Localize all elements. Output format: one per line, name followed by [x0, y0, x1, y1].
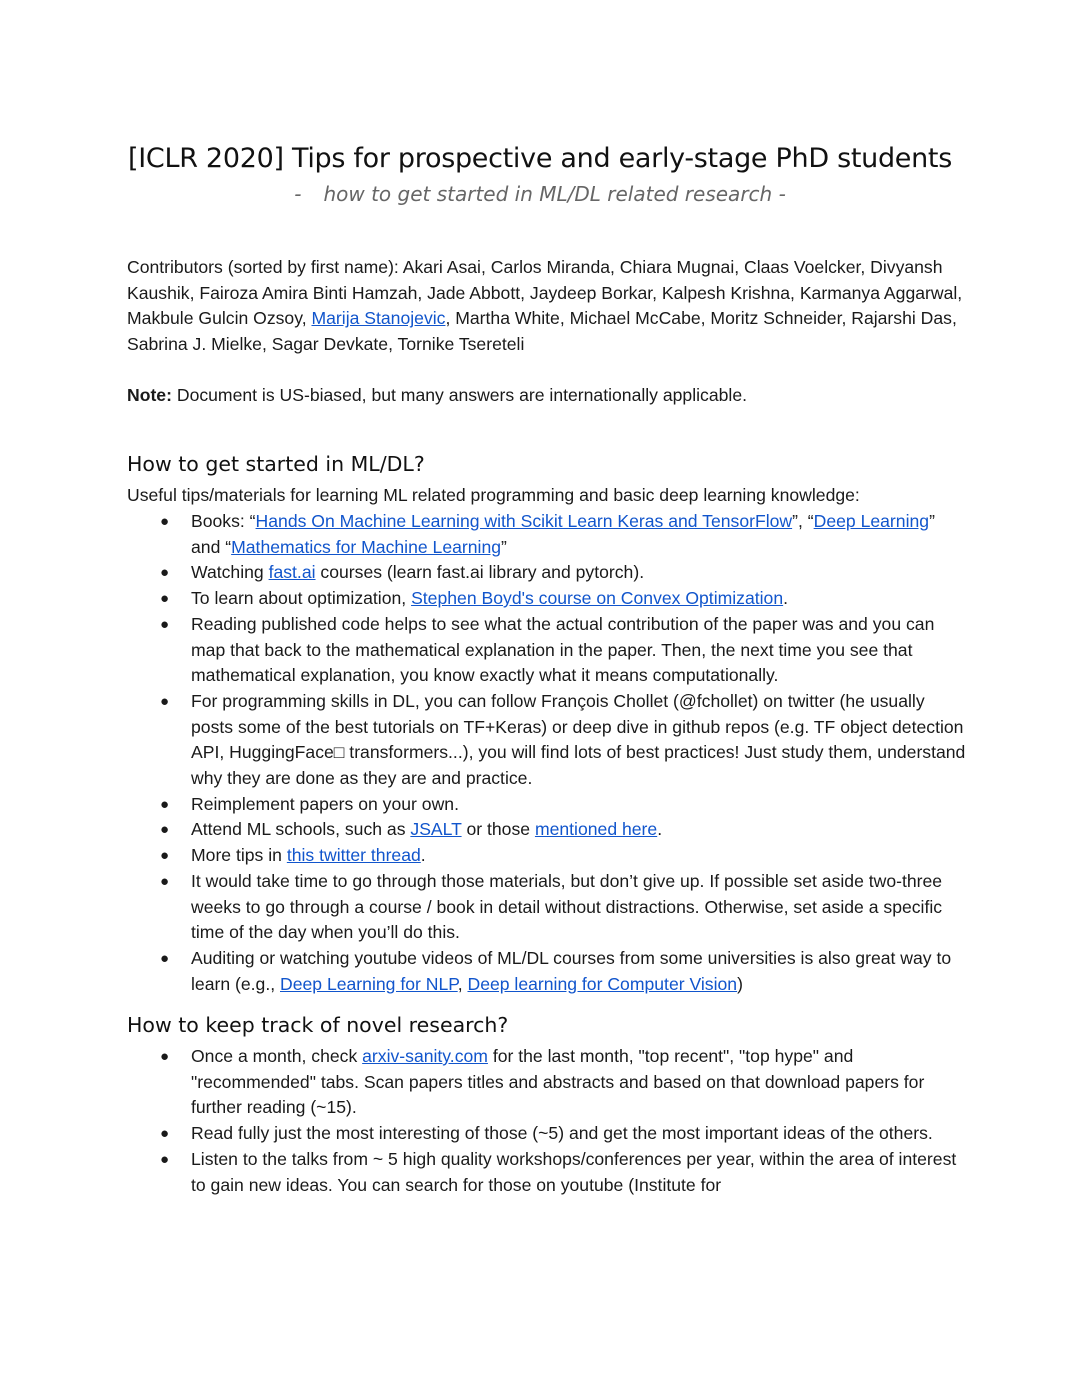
item-text: It would take time to go through those materials, but don’t give up. If possible set aside two-three weeks to go through a course / book in detail without distractions. Otherwise, set aside a specific time of the day when you’ll do this.	[191, 870, 943, 943]
bullet-icon: ●	[160, 692, 170, 710]
section-intro: Useful tips/materials for learning ML related programming and basic deep learning knowledge:	[127, 485, 860, 505]
bullet-icon: ●	[160, 1125, 170, 1143]
twitter-thread-link[interactable]: this twitter thread	[286, 845, 421, 866]
item-text: or those	[461, 819, 535, 840]
item-text: Reimplement papers on your own.	[191, 793, 459, 814]
note-text: Document is US-biased, but many answers are internationally applicable.	[171, 385, 747, 405]
book-link[interactable]: Hands On Machine Learning with Scikit Learn Keras and TensorFlow	[255, 511, 793, 531]
item-text: courses (learn fast.ai library and pytorch).	[315, 562, 645, 583]
boyd-course-link[interactable]: Stephen Boyd's course on Convex Optimization	[411, 588, 784, 609]
bullet-icon: ●	[160, 949, 170, 967]
note-label: Note:	[127, 385, 172, 405]
bullet-icon: ●	[160, 847, 170, 865]
section-heading-novel-research: How to keep track of novel research?	[127, 1013, 509, 1037]
bullet-icon: ●	[160, 795, 170, 813]
bullet-icon: ●	[160, 821, 170, 839]
subtitle-text: how to get started in ML/DL related research -	[323, 182, 786, 206]
list-item	[127, 869, 967, 946]
list-item	[127, 612, 967, 689]
item-text: ”, “	[792, 511, 814, 531]
arxiv-sanity-link[interactable]: arxiv-sanity.com	[362, 1046, 488, 1066]
item-text: Watching	[191, 562, 269, 583]
list-item	[127, 817, 967, 843]
item-text: Read fully just the most interesting of those (~5) and get the most important ideas of the others.	[191, 1123, 933, 1144]
list-item	[127, 1147, 967, 1198]
item-text: To learn about optimization,	[191, 588, 412, 609]
list-item	[127, 946, 967, 997]
item-text: Listen to the talks from ~ 5 high quality workshops/conferences per year, within the area of interest to gain new ideas. You can search for those on youtube (Institute for	[191, 1148, 957, 1195]
item-text: .	[657, 819, 663, 840]
novel-research-list	[127, 1044, 967, 1198]
list-item	[127, 509, 967, 560]
dl-nlp-link[interactable]: Deep Learning for NLP	[280, 973, 458, 994]
bullet-icon: ●	[160, 590, 170, 608]
ml-schools-link[interactable]: mentioned here	[534, 819, 658, 840]
bullet-icon: ●	[160, 1048, 170, 1065]
item-text: More tips in	[191, 845, 287, 866]
document-title: [ICLR 2020] Tips for prospective and early-stage PhD students	[128, 143, 952, 174]
list-item	[127, 1044, 967, 1121]
bullet-icon: ●	[160, 564, 170, 582]
item-text: Once a month, check	[191, 1046, 363, 1066]
bullet-icon: ●	[160, 615, 170, 633]
list-item	[127, 1121, 967, 1147]
contributors-paragraph	[127, 255, 967, 358]
subtitle-dash: -	[294, 182, 302, 206]
bullet-icon: ●	[160, 1150, 170, 1168]
list-item	[127, 792, 967, 818]
list-item	[127, 843, 967, 869]
bullet-icon: ●	[160, 872, 170, 890]
note-paragraph	[127, 383, 967, 409]
fastai-link[interactable]: fast.ai	[268, 562, 316, 583]
book-link[interactable]: Deep Learning	[813, 511, 930, 531]
item-text: .	[420, 845, 426, 866]
item-text: ,	[457, 973, 468, 994]
item-text: Attend ML schools, such as	[191, 819, 411, 840]
list-item	[127, 560, 967, 586]
item-text: for the last month, "top recent", "top hype" and "recommended" tabs. Scan papers titles and abstracts and based on that download papers for further reading (~15).	[191, 1046, 925, 1118]
getting-started-list	[127, 509, 967, 997]
item-text: ” and “	[191, 511, 935, 557]
jsalt-link[interactable]: JSALT	[410, 819, 462, 840]
item-text: For programming skills in DL, you can follow François Chollet (@fchollet) on twitter (he usually posts some of the best tutorials on TF+Keras) or deep dive in github repos (e.g. TF object detection API, HuggingFace□ transformers...), you will find lots of best practices! Just study them, understand why they are done as they are and practice.	[191, 690, 966, 789]
list-item	[127, 586, 967, 612]
dl-cv-link[interactable]: Deep learning for Computer Vision	[467, 973, 738, 994]
contributors-text: Contributors (sorted by first name): Akari Asai, Carlos Miranda, Chiara Mugnai, Claas Voelcker, Divyansh Kaushik, Fairoza Amira Binti Hamzah, Jade Abbott, Jaydeep Borkar, Kalpesh Krishna, Karmanya Aggarwal, Makbule Gulcin Ozsoy,	[127, 257, 963, 329]
bullet-icon: ●	[160, 513, 170, 530]
item-text: Reading published code helps to see what the actual contribution of the paper was and you can map that back to the mathematical explanation in the paper. Then, the next time you see that mathematical explanation, you know exactly what it means computationally.	[191, 613, 935, 686]
contributors-text-rest: , Martha White, Michael McCabe, Moritz Schneider, Rajarshi Das, Sabrina J. Mielke, Sagar Devkate, Tornike Tsereteli	[127, 308, 957, 355]
item-text: ”	[501, 536, 507, 557]
item-text: )	[737, 973, 743, 994]
book-link[interactable]: Mathematics for Machine Learning	[231, 536, 502, 557]
list-item	[127, 689, 967, 792]
item-text: Auditing or watching youtube videos of ML/DL courses from some universities is also great way to learn (e.g.,	[191, 947, 952, 994]
item-text: .	[783, 588, 789, 609]
contributor-link[interactable]: Marija Stanojevic	[311, 308, 446, 329]
item-text: Books: “	[191, 511, 256, 531]
document-subtitle	[0, 182, 1080, 206]
section-heading-getting-started: How to get started in ML/DL?	[127, 452, 425, 476]
